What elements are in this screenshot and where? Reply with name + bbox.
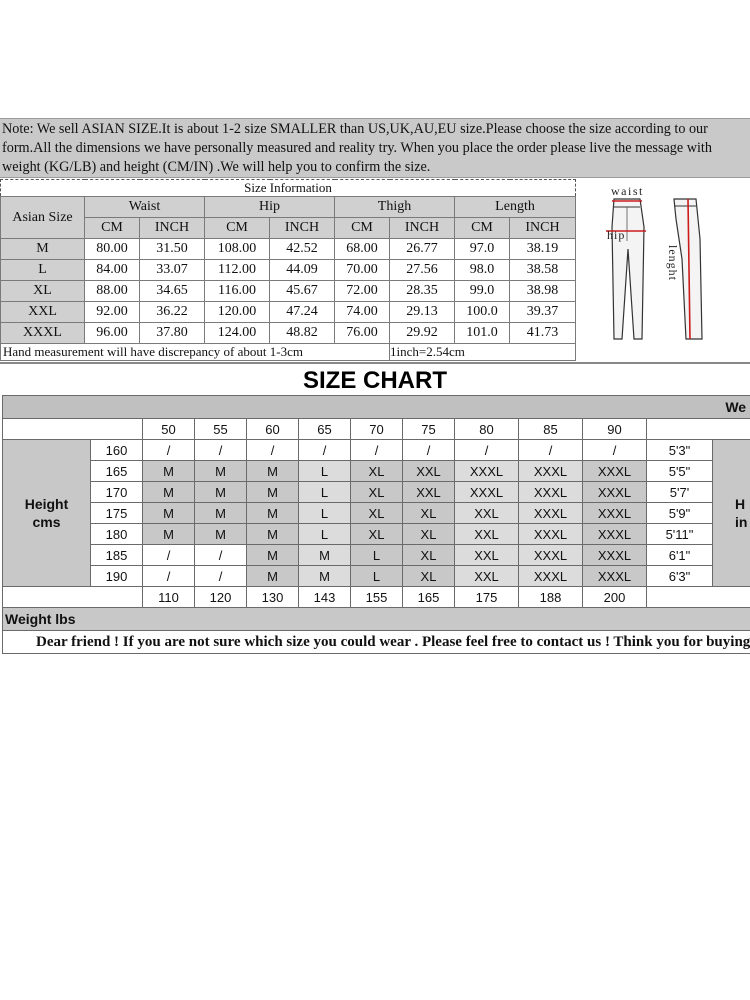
unit-header: CM (205, 218, 270, 239)
size-cell: M (195, 461, 247, 482)
size-cell: M (247, 461, 299, 482)
empty-cell (647, 587, 750, 608)
size-cell: XL (351, 482, 403, 503)
measurement-value: 29.13 (390, 302, 455, 323)
height-row (3, 524, 750, 545)
weight-lbs-cell: 200 (583, 587, 647, 608)
size-cell: / (519, 440, 583, 461)
measurement-value: 45.67 (270, 281, 335, 302)
measurement-value: 96.00 (85, 323, 140, 344)
measurement-value: 92.00 (85, 302, 140, 323)
height-cm-value: 160 (91, 440, 143, 461)
hip-label: hip (607, 228, 626, 242)
weight-lbs-cell: 165 (403, 587, 455, 608)
size-info-row (1, 260, 576, 281)
measurement-value: 27.56 (390, 260, 455, 281)
height-ft-value: 5'11" (647, 524, 713, 545)
measurement-value: 74.00 (335, 302, 390, 323)
measurement-value: 99.0 (455, 281, 510, 302)
height-row (3, 503, 750, 524)
size-cell: XL (403, 503, 455, 524)
size-cell: / (143, 566, 195, 587)
size-information-table (0, 179, 576, 361)
size-cell: M (247, 503, 299, 524)
size-cell: M (195, 503, 247, 524)
size-cell: L (299, 461, 351, 482)
size-cell: XXXL (519, 524, 583, 545)
measurement-value: 112.00 (205, 260, 270, 281)
size-cell: XL (403, 566, 455, 587)
size-cell: / (351, 440, 403, 461)
weight-lbs-cell: 130 (247, 587, 299, 608)
size-info-title: Size Information (1, 180, 576, 197)
unit-header: INCH (510, 218, 576, 239)
measurement-value: 26.77 (390, 239, 455, 260)
weight-kg-cell: 80 (455, 419, 519, 440)
measurement-value: 100.0 (455, 302, 510, 323)
measurement-value: 76.00 (335, 323, 390, 344)
size-cell: XXXL (455, 482, 519, 503)
size-cell: XXXL (583, 482, 647, 503)
measurement-value: 33.07 (140, 260, 205, 281)
measurement-value: 41.73 (510, 323, 576, 344)
size-label: XL (1, 281, 85, 302)
measurement-value: 34.65 (140, 281, 205, 302)
measurement-value: 48.82 (270, 323, 335, 344)
measurement-value: 38.98 (510, 281, 576, 302)
size-cell: XXXL (583, 461, 647, 482)
empty-cell (647, 419, 750, 440)
height-ft-value: 5'5" (647, 461, 713, 482)
size-cell: / (583, 440, 647, 461)
size-cell: XL (351, 461, 403, 482)
size-info-rows (1, 239, 576, 344)
size-note (0, 118, 750, 178)
measurement-value: 70.00 (335, 260, 390, 281)
measurement-value: 47.24 (270, 302, 335, 323)
size-chart-table (2, 395, 750, 631)
pants-illustration (576, 179, 750, 361)
size-cell: XXL (403, 461, 455, 482)
size-cell: XXXL (455, 461, 519, 482)
size-cell: M (195, 482, 247, 503)
height-ft-value: 5'7' (647, 482, 713, 503)
unit-header: INCH (140, 218, 205, 239)
size-cell: / (195, 566, 247, 587)
measurement-value: 31.50 (140, 239, 205, 260)
weight-kg-cell: 75 (403, 419, 455, 440)
size-cell: M (247, 566, 299, 587)
weight-kg-cell: 90 (583, 419, 647, 440)
size-cell: / (299, 440, 351, 461)
size-cell: XL (351, 524, 403, 545)
size-cell: / (247, 440, 299, 461)
size-cell: / (195, 440, 247, 461)
weight-lbs-cell: 175 (455, 587, 519, 608)
measurement-value: 97.0 (455, 239, 510, 260)
size-label: XXL (1, 302, 85, 323)
weight-kg-cell: 70 (351, 419, 403, 440)
measurement-value: 42.52 (270, 239, 335, 260)
measurement-value: 39.37 (510, 302, 576, 323)
size-info-row (1, 323, 576, 344)
size-cell: / (455, 440, 519, 461)
unit-header: CM (85, 218, 140, 239)
unit-header: CM (455, 218, 510, 239)
height-cms-label (3, 440, 91, 587)
size-cell: XXXL (583, 545, 647, 566)
height-row (3, 461, 750, 482)
measurement-value: 38.19 (510, 239, 576, 260)
height-ft-value: 5'9" (647, 503, 713, 524)
size-cell: M (143, 524, 195, 545)
size-chart-title: SIZE CHART (0, 362, 750, 395)
measurement-value: 88.00 (85, 281, 140, 302)
note-line-3: weight (KG/LB) and height (CM/IN) .We will help you to confirm the size. (2, 159, 431, 175)
weight-lbs-row (3, 587, 750, 608)
size-cell: XXXL (583, 566, 647, 587)
size-cell: L (351, 566, 403, 587)
measurement-value: 84.00 (85, 260, 140, 281)
weight-kg-cell: 60 (247, 419, 299, 440)
measurement-discrepancy-note: Hand measurement will have discrepancy of about 1-3cm (1, 344, 390, 361)
size-cell: / (403, 440, 455, 461)
height-cms-label-line: cms (32, 514, 61, 530)
waist-label: waist (611, 184, 644, 198)
size-cell: L (299, 503, 351, 524)
weight-lbs-cell: 120 (195, 587, 247, 608)
size-cell: / (143, 545, 195, 566)
size-cell: XXXL (519, 503, 583, 524)
size-cell: XXXL (519, 545, 583, 566)
size-cell: L (299, 482, 351, 503)
height-ft-value: 6'1" (647, 545, 713, 566)
corner-cell (3, 419, 143, 440)
measurement-value: 108.00 (205, 239, 270, 260)
size-label: L (1, 260, 85, 281)
measurement-value: 124.00 (205, 323, 270, 344)
height-cm-value: 180 (91, 524, 143, 545)
corner-cell (3, 587, 143, 608)
size-cell: / (195, 545, 247, 566)
measurement-value: 38.58 (510, 260, 576, 281)
height-cm-value: 185 (91, 545, 143, 566)
weight-lbs-cell: 143 (299, 587, 351, 608)
weight-kg-row (3, 419, 750, 440)
size-info-row (1, 302, 576, 323)
size-cell: L (351, 545, 403, 566)
length-label: lenght (666, 245, 680, 281)
length-header: Length (455, 197, 576, 218)
size-cell: XL (403, 545, 455, 566)
size-cell: XXL (455, 503, 519, 524)
size-cell: M (143, 482, 195, 503)
measurement-value: 29.92 (390, 323, 455, 344)
height-cm-value: 175 (91, 503, 143, 524)
size-info-row (1, 239, 576, 260)
size-info-row (1, 281, 576, 302)
weight-lbs-cell: 155 (351, 587, 403, 608)
weight-kg-cell: 50 (143, 419, 195, 440)
height-cm-value: 190 (91, 566, 143, 587)
measurement-value: 28.35 (390, 281, 455, 302)
asian-size-header: Asian Size (1, 197, 85, 239)
size-cell: M (143, 461, 195, 482)
measurement-value: 36.22 (140, 302, 205, 323)
measurement-value: 120.00 (205, 302, 270, 323)
height-inch-label (713, 440, 750, 587)
size-cell: XXXL (519, 482, 583, 503)
weight-kg-cell: 85 (519, 419, 583, 440)
size-cell: XL (403, 524, 455, 545)
thigh-header: Thigh (335, 197, 455, 218)
height-cm-value: 170 (91, 482, 143, 503)
size-cell: XXL (455, 566, 519, 587)
height-cms-label-line: Height (24, 496, 69, 512)
size-chart-rows (3, 440, 750, 587)
pants-measurement-diagram (576, 179, 750, 361)
waist-header: Waist (85, 197, 205, 218)
height-row (3, 566, 750, 587)
note-line-1: Note: We sell ASIAN SIZE.It is about 1-2 size SMALLER than US,UK,AU,EU size.Please choose the size according to our (2, 121, 708, 137)
measurement-value: 72.00 (335, 281, 390, 302)
weight-lbs-cell: 110 (143, 587, 195, 608)
weight-lbs-label: Weight lbs (3, 608, 750, 631)
measurement-value: 68.00 (335, 239, 390, 260)
weight-kg-cell: 55 (195, 419, 247, 440)
height-row (3, 545, 750, 566)
inch-conversion-note: 1inch=2.54cm (390, 344, 576, 361)
size-cell: L (299, 524, 351, 545)
size-cell: / (143, 440, 195, 461)
height-row (3, 440, 750, 461)
size-cell: M (195, 524, 247, 545)
weight-kg-cell: 65 (299, 419, 351, 440)
measurement-value: 80.00 (85, 239, 140, 260)
hip-header: Hip (205, 197, 335, 218)
size-cell: XXXL (519, 461, 583, 482)
unit-header: CM (335, 218, 390, 239)
measurement-value: 101.0 (455, 323, 510, 344)
height-inch-label-line: in (735, 514, 748, 530)
size-cell: XXXL (583, 524, 647, 545)
unit-header: INCH (270, 218, 335, 239)
height-cm-value: 165 (91, 461, 143, 482)
contact-message: Dear friend ! If you are not sure which size you could wear . Please feel free to contact us ! Think you for buying (2, 630, 750, 654)
measurement-value: 98.0 (455, 260, 510, 281)
height-inch-label-line: H (735, 496, 746, 512)
height-ft-value: 5'3" (647, 440, 713, 461)
size-cell: XL (351, 503, 403, 524)
height-row (3, 482, 750, 503)
measurement-value: 116.00 (205, 281, 270, 302)
size-cell: M (143, 503, 195, 524)
size-label: M (1, 239, 85, 260)
height-ft-value: 6'3" (647, 566, 713, 587)
measurement-value: 44.09 (270, 260, 335, 281)
weight-top-label: We (3, 396, 750, 419)
note-line-2: form.All the dimensions we have personally measured and reality try. When you place the order please live the message with (2, 140, 712, 156)
size-cell: M (247, 482, 299, 503)
size-cell: XXL (455, 545, 519, 566)
size-cell: M (299, 566, 351, 587)
size-cell: M (299, 545, 351, 566)
size-label: XXXL (1, 323, 85, 344)
measurement-value: 37.80 (140, 323, 205, 344)
size-cell: XXL (403, 482, 455, 503)
unit-header: INCH (390, 218, 455, 239)
size-cell: XXL (455, 524, 519, 545)
size-cell: XXXL (583, 503, 647, 524)
size-cell: M (247, 524, 299, 545)
size-cell: XXXL (519, 566, 583, 587)
size-cell: M (247, 545, 299, 566)
weight-lbs-cell: 188 (519, 587, 583, 608)
